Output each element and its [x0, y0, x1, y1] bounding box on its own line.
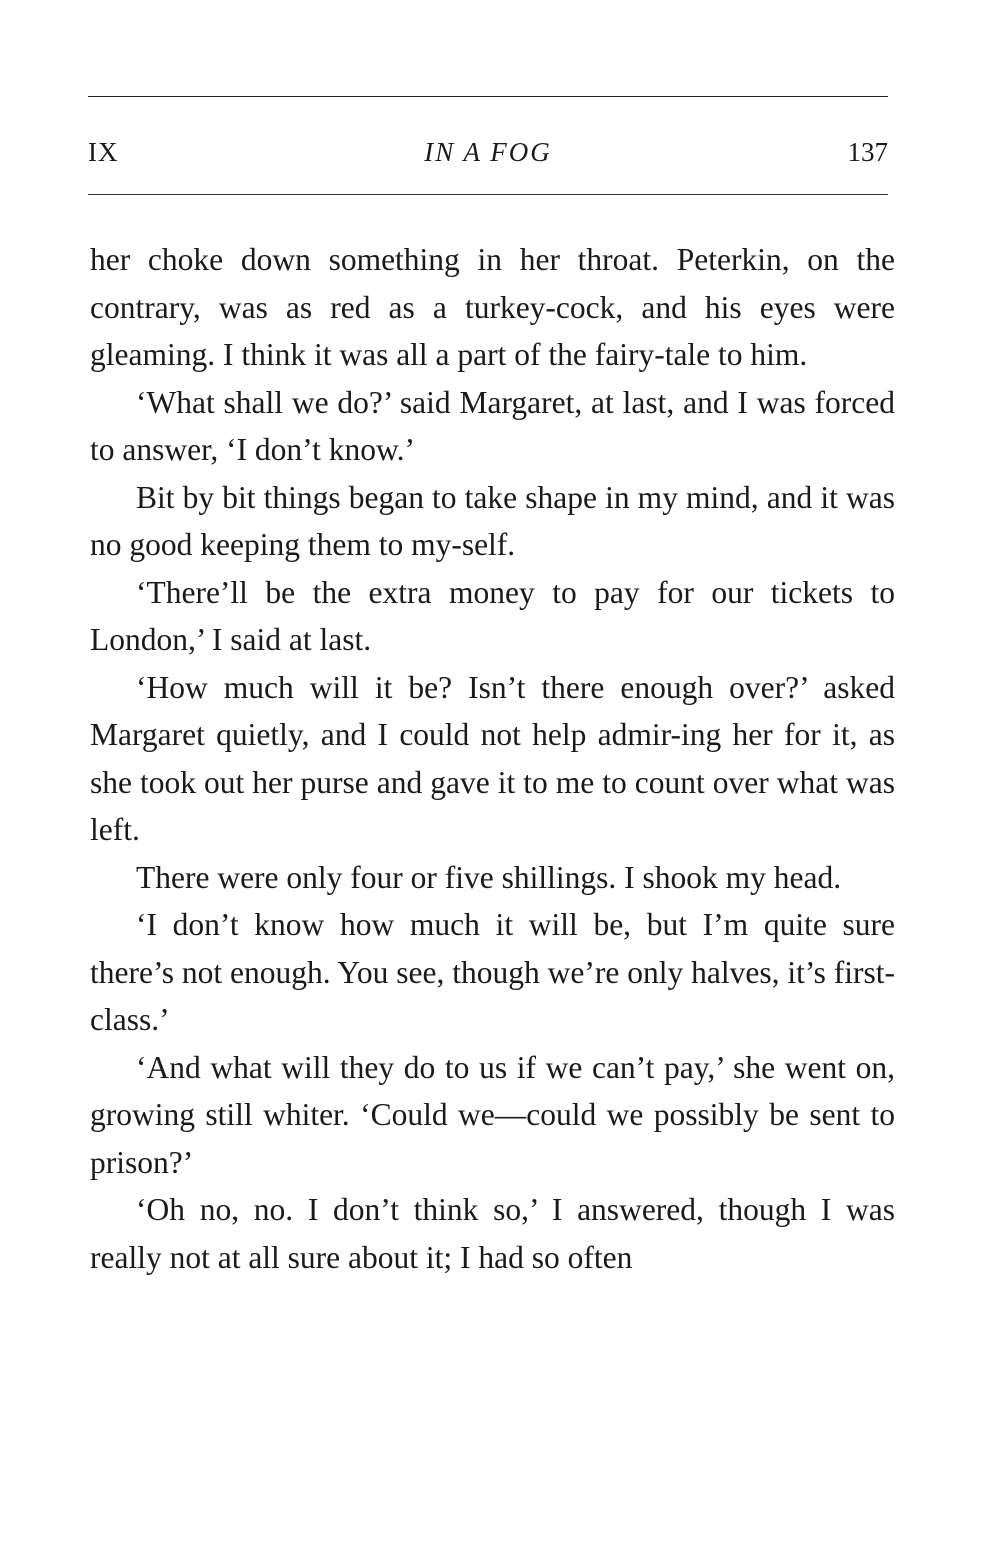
paragraph-1: her choke down something in her throat. Peterkin, on the contrary, was as red as a turkey-cock, and his eyes were gleaming. I think it was all a part of the fairy-tale to him. [90, 242, 895, 372]
paragraph-8: ‘And what will they do to us if we can’t pay,’ she went on, growing still whiter. ‘Could we—could we possibly be sent to prison?’ [90, 1049, 895, 1180]
paragraph-3: Bit by bit things began to take shape in my mind, and it was no good keeping them to my-self. [90, 479, 895, 562]
header-rule [88, 194, 888, 195]
paragraph-7: ‘I don’t know how much it will be, but I’m quite sure there’s not enough. You see, though we’re only halves, it’s first-class.’ [90, 907, 895, 1037]
paragraph-5: ‘How much will it be? Isn’t there enough over?’ asked Margaret quietly, and I could not help admir-ing her for it, as she took out her purse and gave it to me to count over what was left. [90, 669, 895, 847]
top-rule [88, 96, 888, 97]
chapter-number: IX [88, 137, 119, 167]
chapter-title: IN A FOG [424, 137, 552, 167]
page-number: 137 [847, 137, 888, 167]
running-head [88, 134, 888, 170]
paragraph-4: ‘There’ll be the extra money to pay for our tickets to London,’ I said at last. [90, 574, 895, 657]
body-text [90, 236, 895, 1281]
paragraph-9: ‘Oh no, no. I don’t think so,’ I answered, though I was really not at all sure about it; I had so often [90, 1192, 895, 1275]
paragraph-6: There were only four or five shillings. I shook my head. [136, 859, 842, 895]
paragraph-2: ‘What shall we do?’ said Margaret, at last, and I was forced to answer, ‘I don’t know.’ [90, 384, 895, 467]
